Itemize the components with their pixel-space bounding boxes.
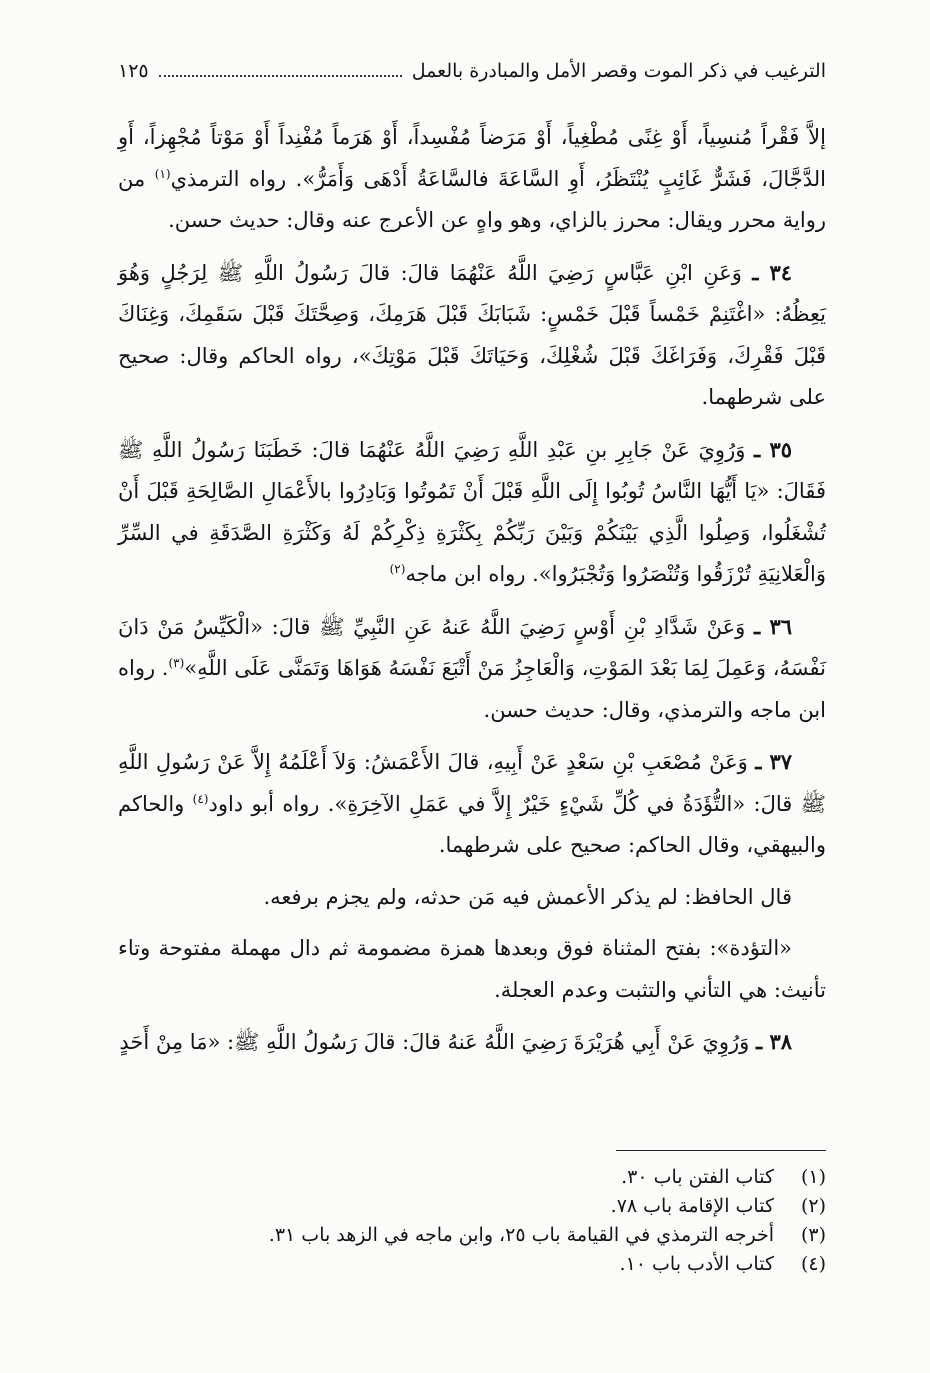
dotted-leader [159, 75, 402, 77]
book-page [118, 62, 826, 1333]
hadith-number: ٣٧ ـ [755, 749, 792, 774]
paragraph [118, 877, 826, 919]
footnote-mark: (٢) [800, 1195, 826, 1217]
footnote-ref: (٤) [192, 791, 209, 806]
text-segment: وَعَنْ شَدَّادِ بْنِ أَوْسٍ رَضِيَ اللَّهُ عَنهُ عَنِ النَّبِيِّ ﷺ قالَ: «الْكَيِّسُ مَنْ دَانَ نَفْسَهُ، وَعَمِلَ لِمَا بَعْدَ المَوْتِ، وَالْعَاجِزُ مَنْ أَتْبَعَ نَفْسَهُ هَوَاهَا وَتَمَنَّى عَلَى اللَّهِ» [118, 614, 826, 680]
paragraph [118, 606, 826, 732]
body-text [118, 117, 826, 1064]
text-segment: . رواه ابن ماجه والترمذي، وقال: حديث حسن. [118, 656, 826, 722]
footnote-mark: (١) [800, 1166, 826, 1188]
footnotes [118, 1150, 826, 1279]
text-segment: وَرُوِيَ عَنْ أَبِي هُرَيْرَةَ رَضِيَ اللَّهُ عَنهُ قالَ: قالَ رَسُولُ اللَّهِ ﷺ: «مَا مِنْ أَحَدٍ [119, 1030, 756, 1054]
footnote-text: كتاب الفتن باب ٣٠. [621, 1166, 774, 1188]
footnote-item [118, 1163, 826, 1192]
footnote-ref: (٢) [389, 562, 406, 576]
hadith-number: ٣٦ ـ [753, 613, 792, 639]
paragraph [118, 928, 826, 1011]
hadith-number: ٣٤ ـ [752, 259, 792, 285]
running-header [118, 62, 826, 89]
text-segment: وَرُوِيَ عَنْ جَابِرِ بنِ عَبْدِ اللَّهِ رَضِيَ اللَّهُ عَنْهُمَا قالَ: خَطَبَنَا رَسُولُ اللَّهِ ﷺ فَقَالَ: «يَا أَيُّهَا النَّاسُ تُوبُوا إِلَى اللَّهِ قَبْلَ أَنْ تَمُوتُوا وَبَادِرُوا بالأَعْمَالِ الصَّالِحَةِ قَبْلَ أَنْ تُشْغَلُوا، وَصِلُوا الَّذِي بَيْنَكُمْ وَبَيْنَ رَبِّكُمْ بِكَثْرَةِ ذِكْرِكُمْ لَهُ وَكَثْرَةِ الصَّدَقَةِ في السِّرِّ وَالْعَلانِيَةِ تُرْزَقُوا وَتُنْصَرُوا وَتُجْبَرُوا». رواه ابن ماجه [118, 437, 826, 586]
footnote-text: أخرجه الترمذي في القيامة باب ٢٥، وابن ماجه في الزهد باب ٣١. [268, 1224, 774, 1246]
footnote-mark: (٣) [800, 1224, 826, 1246]
text-segment: إلاَّ فَقْراً مُنسِياً، أَوْ غِنًى مُطْغِياً، أَوْ مَرَضاً مُفْسِداً، أَوْ هَرَماً مُفْنِداً أَوْ مَوْتاً مُجْهِزاً، أَوِ الدَّجَّالَ، فَشَرٌّ غَائِبٍ يُنْتَظَرُ، أَوِ السَّاعَةَ فالسَّاعَةُ أَدْهَى وَأَمَرُّ». رواه الترمذي [118, 125, 826, 191]
hadith-number: ٣٨ ـ [755, 1029, 792, 1054]
text-segment: وَعَنْ مُصْعَبِ بْنِ سَعْدٍ عَنْ أَبِيهِ، قالَ الأَعْمَشُ: وَلاَ أَعْلَمُهُ إِلاَّ عَنْ رَسُولِ اللَّهِ ﷺ قالَ: «التُّؤَدَةُ في كُلِّ شَيْءٍ خَيْرٌ إِلاَّ في عَمَلِ الآخِرَةِ». رواه أبو داود [118, 750, 826, 816]
text-segment: قال الحافظ: لم يذكر الأعمش فيه مَن حدثه، ولم يجزم برفعه. [263, 884, 792, 909]
footnote-item [118, 1192, 826, 1221]
footnote-item [118, 1250, 826, 1279]
hadith-number: ٣٥ ـ [754, 436, 792, 462]
footnote-rule [616, 1150, 826, 1151]
page-number: ١٢٥ [118, 60, 149, 82]
text-segment: من رواية محرر ويقال: محرز بالزاي، وهو واهٍ عن الأعرج عنه وقال: حديث حسن. [118, 166, 826, 232]
footnote-text: كتاب الإقامة باب ٧٨. [610, 1195, 774, 1217]
paragraph [118, 429, 826, 596]
paragraph [118, 1021, 826, 1064]
paragraph [118, 741, 826, 867]
footnote-ref: (١) [154, 166, 171, 181]
text-segment: وَعَنِ ابْنِ عَبَّاسٍ رَضِيَ اللَّهُ عَنْهُمَا قالَ: قالَ رَسُولُ اللَّهِ ﷺ لِرَجُلٍ وَهُوَ يَعِظُهُ: «اغْتَنِمْ خَمْساً قَبْلَ خَمْسٍ: شَبَابَكَ قَبْلَ هَرَمِكَ، وَصِحَّتَكَ قَبْلَ سَقَمِكَ، وَغِنَاكَ قَبْلَ فَقْرِكَ، وَفَرَاغَكَ قَبْلَ شُغْلِكَ، وَحَيَاتَكَ قَبْلَ مَوْتِكَ»، رواه الحاكم وقال: صحيح على شرطهما. [118, 260, 826, 409]
footnote-ref: (٣) [168, 656, 185, 670]
running-title: الترغيب في ذكر الموت وقصر الأمل والمبادرة بالعمل [411, 60, 826, 82]
paragraph [118, 117, 826, 242]
footnote-text: كتاب الأدب باب ١٠. [619, 1253, 774, 1275]
paragraph [118, 252, 826, 419]
footnote-mark: (٤) [800, 1253, 826, 1275]
text-segment: والحاكم والبيهقي، وقال الحاكم: صحيح على شرطهما. [118, 791, 826, 857]
footnote-item [118, 1221, 826, 1250]
text-segment: «التؤدة»: بفتح المثناة فوق وبعدها همزة مضمومة ثم دال مهملة مفتوحة وتاء تأنيث: هي التأني والتثبت وعدم العجلة. [118, 936, 826, 1002]
footnote-list [118, 1163, 826, 1279]
